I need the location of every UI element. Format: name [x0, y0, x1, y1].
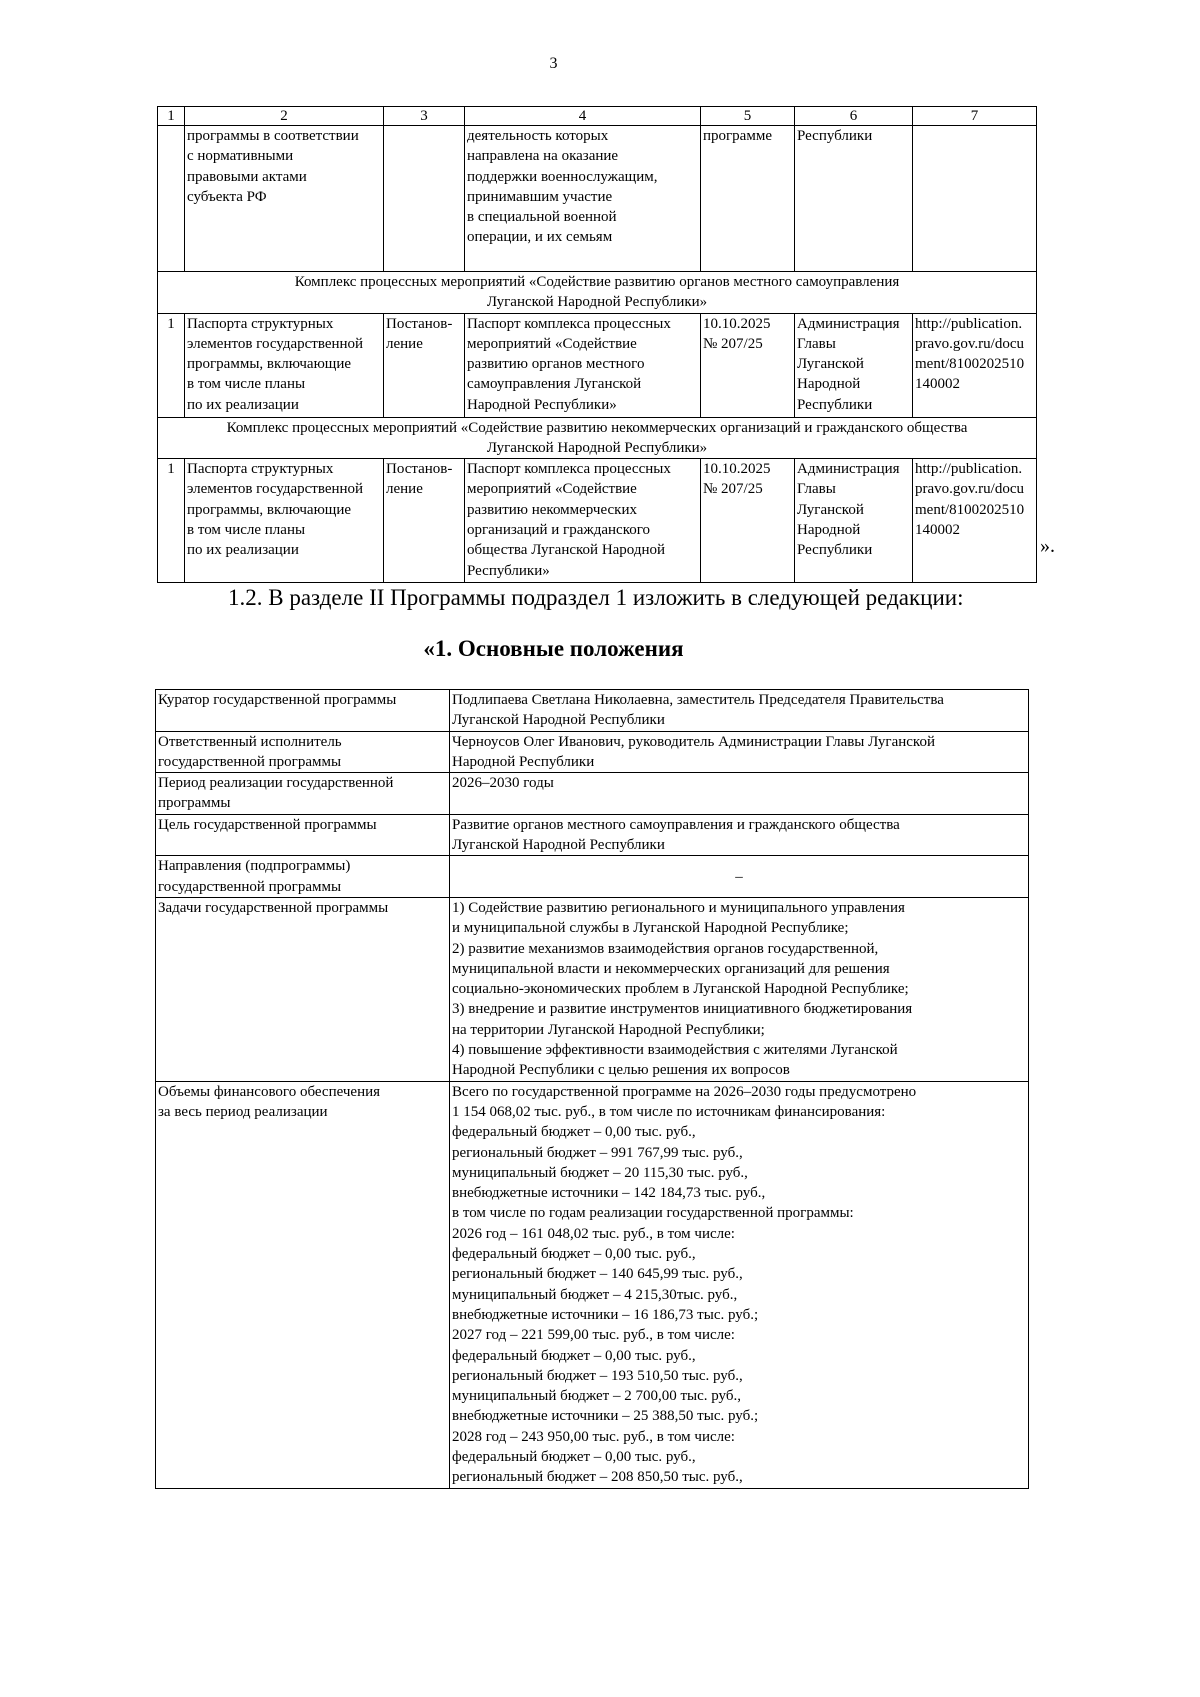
row-number-cell — [158, 126, 185, 272]
passport-value: Всего по государственной программе на 2026–2030 годы предусмотрено 1 154 068,02 тыс. руб., в том числе по источникам финансирования: федеральный бюджет – 0,00 тыс. руб., региональный бюджет – 991 767,99 тыс. руб., муниципальный бюджет – 20 115,30 тыс. руб., внебюджетные источники – 142 184,73 тыс. руб., в том числе по годам реализации государственной программы: 2026 год – 161 048,02 тыс. руб., в том числе: федеральный бюджет – 0,00 тыс. руб., региональный бюджет – 140 645,99 тыс. руб., муниципальный бюджет – 4 215,30тыс. руб., внебюджетные источники – 16 186,73 тыс. руб.; 2027 год – 221 599,00 тыс. руб., в том числе: федеральный бюджет – 0,00 тыс. руб., региональный бюджет – 193 510,50 тыс. руб., муниципальный бюджет – 2 700,00 тыс. руб., внебюджетные источники – 25 388,50 тыс. руб.; 2028 год – 243 950,00 тыс. руб., в том числе: федеральный бюджет – 0,00 тыс. руб., региональный бюджет – 208 850,50 тыс. руб., — [450, 1081, 1029, 1488]
document-name-cell: Паспорт комплекса процессных мероприятий «Содействие развитию некоммерческих организаций и гражданского общества Луганской Народной Республики» — [465, 459, 701, 583]
column-number-5: 5 — [701, 107, 795, 126]
document-name-cell: Паспорт комплекса процессных мероприятий «Содействие развитию органов местного самоуправления Луганской Народной Республики» — [465, 313, 701, 417]
passport-value: 1) Содействие развитию регионального и муниципального управления и муниципальной службы в Луганской Народной Республике; 2) развитие механизмов взаимодействия органов государственной, муниципальной власти и некоммерческих организаций для решения социально-экономических проблем в Луганской Народной Республике; 3) внедрение и развитие инструментов инициативного бюджетирования на территории Луганской Народной Республики; 4) повышение эффективности взаимодействия с жителями Луганской Народной Республики с целью решения их вопросов — [450, 897, 1029, 1081]
amendment-paragraph: 1.2. В разделе II Программы подраздел 1 изложить в следующей редакции: — [228, 585, 964, 610]
passport-row — [156, 814, 1029, 856]
passport-label: Период реализации государственной программы — [156, 773, 450, 815]
passport-row — [156, 773, 1029, 815]
document-type-cell: программы в соответствии с нормативными правовыми актами субъекта РФ — [185, 126, 384, 272]
table-row — [158, 126, 1037, 272]
act-kind-cell: Постанов- ление — [384, 313, 465, 417]
section-title-local-government: Комплекс процессных мероприятий «Содействие развитию органов местного самоуправления Луганской Народной Республики» — [158, 272, 1037, 314]
column-number-3: 3 — [384, 107, 465, 126]
registry-table — [157, 106, 1037, 583]
link-cell: http://publication. pravo.gov.ru/docu ment/8100202510 140002 — [913, 313, 1037, 417]
passport-row — [156, 731, 1029, 773]
column-number-2: 2 — [185, 107, 384, 126]
passport-value: Подлипаева Светлана Николаевна, заместитель Председателя Правительства Луганской Народной Республики — [450, 690, 1029, 732]
date-number-cell: 10.10.2025 № 207/25 — [701, 313, 795, 417]
table-header-row — [158, 107, 1037, 126]
program-passport-table — [155, 689, 1029, 1489]
section-row — [158, 417, 1037, 459]
passport-row — [156, 1081, 1029, 1488]
closing-quote: ». — [1040, 535, 1055, 557]
passport-label: Направления (подпрограммы) государственной программы — [156, 856, 450, 898]
document-type-cell: Паспорта структурных элементов государственной программы, включающие в том числе планы по их реализации — [185, 459, 384, 583]
passport-value: Развитие органов местного самоуправления и гражданского общества Луганской Народной Республики — [450, 814, 1029, 856]
page-number: 3 — [549, 55, 558, 72]
document-type-cell: Паспорта структурных элементов государственной программы, включающие в том числе планы по их реализации — [185, 313, 384, 417]
passport-row — [156, 690, 1029, 732]
passport-label: Задачи государственной программы — [156, 897, 450, 1081]
passport-label: Ответственный исполнитель государственной программы — [156, 731, 450, 773]
table-row — [158, 459, 1037, 583]
passport-label: Цель государственной программы — [156, 814, 450, 856]
section-heading: «1. Основные положения — [423, 636, 684, 661]
document-name-cell: деятельность которых направлена на оказание поддержки военнослужащим, принимавшим участие в специальной военной операции, и их семьям — [465, 126, 701, 272]
link-cell: http://publication. pravo.gov.ru/docu ment/8100202510 140002 — [913, 459, 1037, 583]
column-number-7: 7 — [913, 107, 1037, 126]
date-number-cell: 10.10.2025 № 207/25 — [701, 459, 795, 583]
row-number-cell: 1 — [158, 313, 185, 417]
issuer-cell: Администрация Главы Луганской Народной Республики — [795, 459, 913, 583]
passport-value: Черноусов Олег Иванович, руководитель Администрации Главы Луганской Народной Республики — [450, 731, 1029, 773]
act-kind-cell: Постанов- ление — [384, 459, 465, 583]
link-cell — [913, 126, 1037, 272]
passport-row — [156, 897, 1029, 1081]
passport-row — [156, 856, 1029, 898]
column-number-1: 1 — [158, 107, 185, 126]
table-row — [158, 313, 1037, 417]
column-number-4: 4 — [465, 107, 701, 126]
section-row — [158, 272, 1037, 314]
act-kind-cell — [384, 126, 465, 272]
passport-value: – — [450, 856, 1029, 898]
column-number-6: 6 — [795, 107, 913, 126]
issuer-cell: Республики — [795, 126, 913, 272]
row-number-cell: 1 — [158, 459, 185, 583]
section-title-nonprofit-organizations: Комплекс процессных мероприятий «Содействие развитию некоммерческих организаций и гражданского общества Луганской Народной Республики» — [158, 417, 1037, 459]
passport-label: Куратор государственной программы — [156, 690, 450, 732]
issuer-cell: Администрация Главы Луганской Народной Республики — [795, 313, 913, 417]
date-number-cell: программе — [701, 126, 795, 272]
passport-label: Объемы финансового обеспечения за весь период реализации — [156, 1081, 450, 1488]
passport-value: 2026–2030 годы — [450, 773, 1029, 815]
